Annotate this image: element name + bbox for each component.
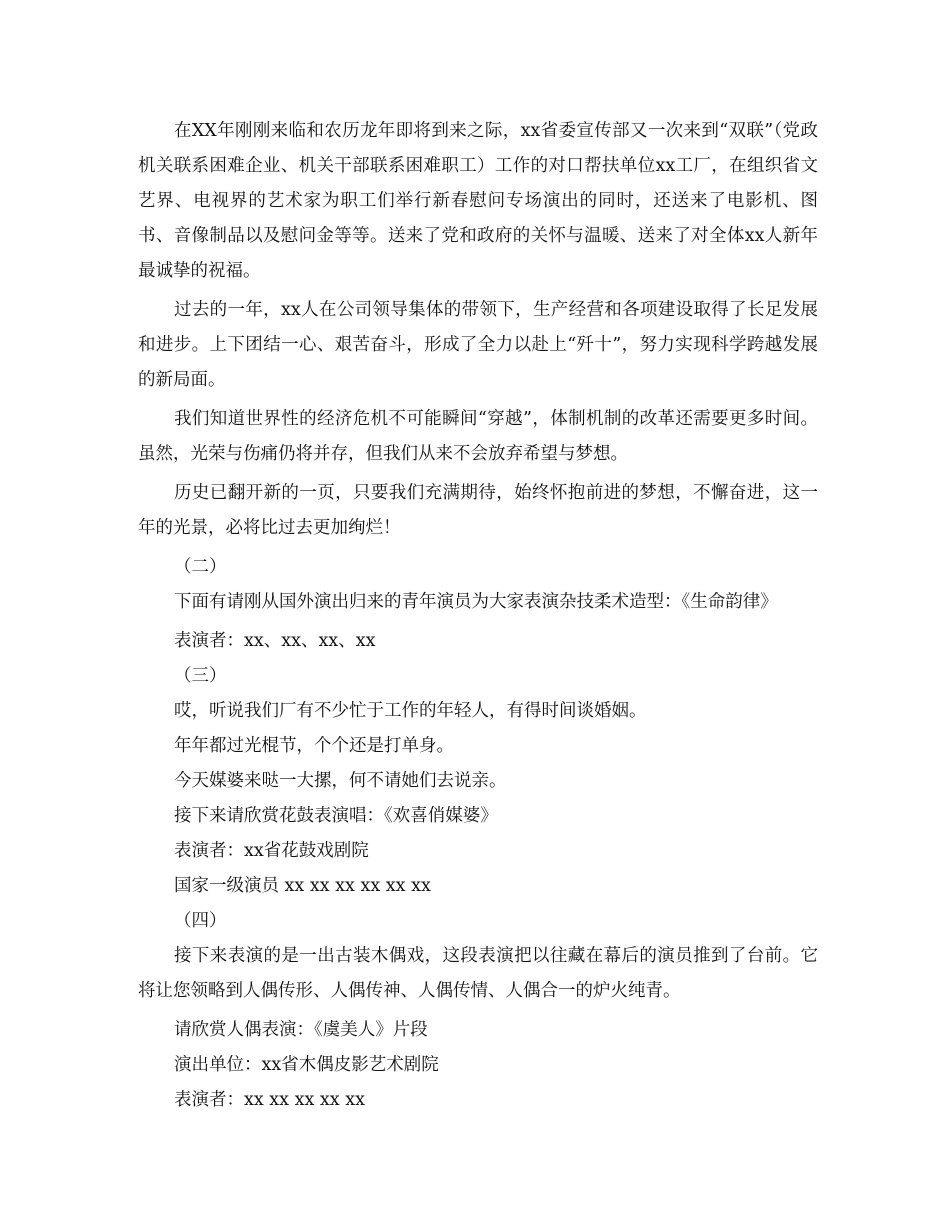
- section-4-heading: （四）: [174, 911, 227, 931]
- paragraph-history-new-page: 历史已翻开新的一页，只要我们充满期待，始终怀抱前进的梦想，不懈奋进，这一年的光景，必将比过去更加绚烂！: [138, 483, 818, 538]
- paragraph-past-year: 过去的一年，xx人在公司领导集体的带领下，生产经营和各项建设取得了长足发展和进步。上下团结一心、艰苦奋斗，形成了全力以赴上“歼十”，努力实现科学跨越发展的新局面。: [138, 300, 818, 390]
- section-3-heading: （三）: [174, 666, 227, 686]
- section-2-heading: （二）: [174, 557, 227, 577]
- section-4-line: 请欣赏人偶表演：《虞美人》片段: [174, 1020, 428, 1040]
- section-3-line: 今天媒婆来哒一大摞，何不请她们去说亲。: [174, 771, 507, 791]
- section-2-performers: 表演者：xx、xx、xx、xx: [174, 631, 376, 651]
- section-3-line: 年年都过光棍节，个个还是打单身。: [174, 736, 454, 756]
- document-body: [138, 114, 818, 1118]
- paragraph-new-year-visit: 在XX年刚刚来临和农历龙年即将到来之际，xx省委宣传部又一次来到“双联”（党政机关联系困难企业、机关干部联系困难职工）工作的对口帮扶单位xx工厂，在组织省文艺界、电视界的艺术家为职工们举行新春慰问专场演出的同时，还送来了电影机、图书、音像制品以及慰问金等等。送来了党和政府的关怀与温暖、送来了对全体xx人新年最诚挚的祝福。: [138, 121, 818, 281]
- section-3-line: 接下来请欣赏花鼓表演唱：《欢喜俏媒婆》: [174, 806, 498, 826]
- section-4-intro: 接下来表演的是一出古装木偶戏，这段表演把以往藏在幕后的演员推到了台前。它将让您领略到人偶传形、人偶传神、人偶传情、人偶合一的炉火纯青。: [138, 946, 818, 1001]
- section-3-line: 哎，听说我们厂有不少忙于工作的年轻人，有得时间谈婚姻。: [174, 701, 647, 721]
- section-4-line: 表演者：xx xx xx xx xx: [174, 1090, 365, 1110]
- section-3-line: 表演者：xx省花鼓戏剧院: [174, 841, 369, 861]
- paragraph-economic-crisis: 我们知道世界性的经济危机不可能瞬间“穿越”，体制机制的改革还需要更多时间。虽然，光荣与伤痛仍将并存，但我们从来不会放弃希望与梦想。: [138, 409, 818, 464]
- section-4-line: 演出单位：xx省木偶皮影艺术剧院: [174, 1055, 439, 1075]
- section-2-intro: 下面有请刚从国外演出归来的青年演员为大家表演杂技柔术造型：《生命韵律》: [174, 592, 778, 612]
- section-3-line: 国家一级演员 xx xx xx xx xx xx: [174, 876, 431, 896]
